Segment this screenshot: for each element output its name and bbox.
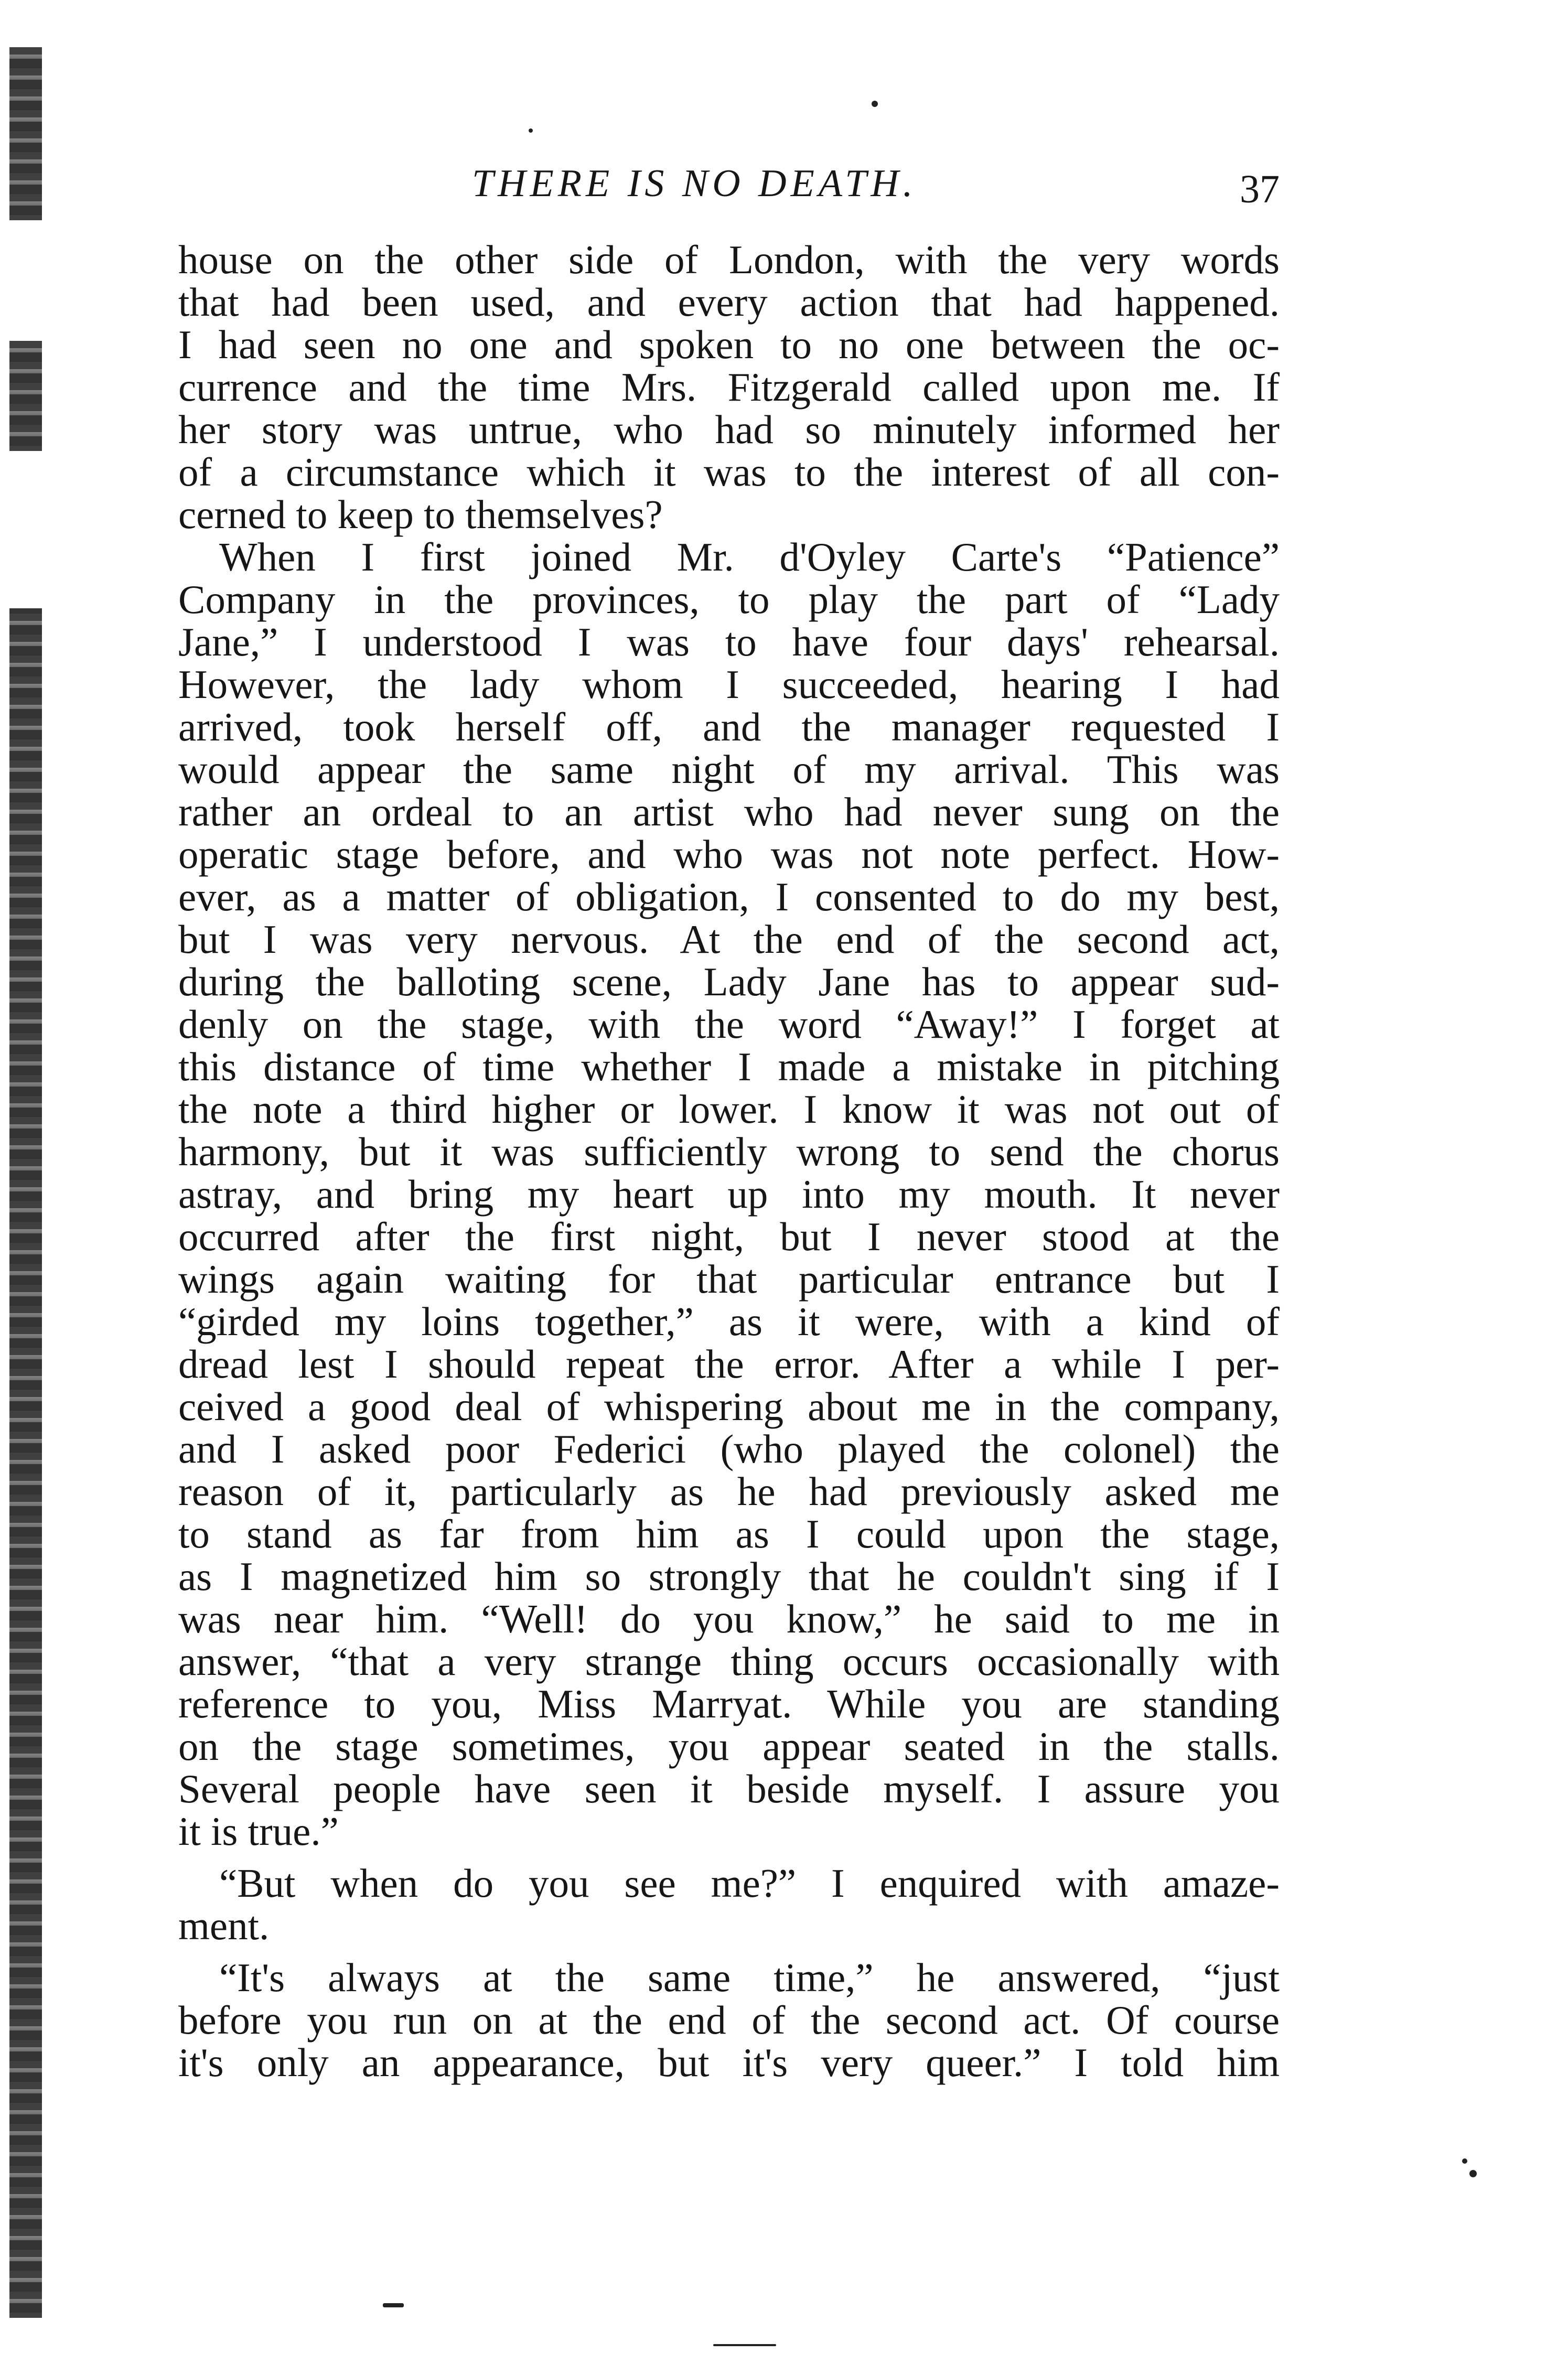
page-binding-edge bbox=[9, 47, 42, 2318]
text-line: wings again waiting for that particular entrance but I bbox=[178, 1256, 1280, 1302]
text-line: her story was untrue, who had so minutely informed her bbox=[178, 407, 1280, 452]
text-line: reference to you, Miss Marryat. While you are standing bbox=[178, 1681, 1280, 1726]
ink-speck bbox=[1469, 2170, 1477, 2177]
text-line: but I was very nervous. At the end of the second act, bbox=[178, 917, 1280, 962]
ink-speck bbox=[1462, 2158, 1467, 2164]
text-line: dread lest I should repeat the error. After a while I per- bbox=[178, 1341, 1280, 1387]
text-line: “It's always at the same time,” he answered, “just bbox=[219, 1955, 1280, 2000]
text-line: ever, as a matter of obligation, I consented to do my best, bbox=[178, 874, 1280, 919]
text-line: was near him. “Well! do you know,” he said to me in bbox=[178, 1596, 1280, 1641]
text-line: to stand as far from him as I could upon the stage, bbox=[178, 1511, 1280, 1556]
text-line: on the stage sometimes, you appear seated in the stalls. bbox=[178, 1724, 1280, 1769]
text-line: it's only an appearance, but it's very queer.” I told him bbox=[178, 2040, 1280, 2085]
text-line: that had been used, and every action that had happened. bbox=[178, 280, 1280, 325]
text-line: would appear the same night of my arrival. This was bbox=[178, 747, 1280, 792]
ink-speck bbox=[872, 101, 878, 107]
text-line: denly on the stage, with the word “Away!” I forget at bbox=[178, 1002, 1280, 1047]
text-line: it is true.” bbox=[178, 1809, 339, 1854]
text-line: Company in the provinces, to play the part of “Lady bbox=[178, 577, 1280, 622]
text-line: “But when do you see me?” I enquired with amaze- bbox=[219, 1861, 1280, 1906]
text-line: rather an ordeal to an artist who had never sung on the bbox=[178, 789, 1280, 834]
text-line: during the balloting scene, Lady Jane has to appear sud- bbox=[178, 959, 1280, 1004]
text-line: of a circumstance which it was to the interest of all con- bbox=[178, 449, 1280, 495]
text-line: When I first joined Mr. d'Oyley Carte's “Patience” bbox=[219, 534, 1280, 579]
text-line: occurred after the first night, but I never stood at the bbox=[178, 1214, 1280, 1259]
running-title: THERE IS NO DEATH. bbox=[472, 162, 917, 205]
text-line: Several people have seen it beside myself. I assure you bbox=[178, 1766, 1280, 1811]
text-line: However, the lady whom I succeeded, hearing I had bbox=[178, 662, 1280, 707]
text-line: ceived a good deal of whispering about me in the company, bbox=[178, 1384, 1280, 1429]
text-line: this distance of time whether I made a mistake in pitching bbox=[178, 1044, 1280, 1089]
text-line: the note a third higher or lower. I know it was not out of bbox=[178, 1087, 1280, 1132]
body-text bbox=[178, 239, 1280, 2084]
page-header bbox=[178, 157, 1280, 220]
text-line: Jane,” I understood I was to have four days' rehearsal. bbox=[178, 619, 1280, 664]
text-line: as I magnetized him so strongly that he couldn't sing if I bbox=[178, 1554, 1280, 1599]
ink-speck bbox=[713, 2344, 776, 2346]
page-number: 37 bbox=[1240, 167, 1280, 211]
text-line: “girded my loins together,” as it were, with a kind of bbox=[178, 1299, 1280, 1344]
text-line: I had seen no one and spoken to no one between the oc- bbox=[178, 322, 1280, 367]
binding-gap bbox=[5, 451, 52, 608]
text-line: ment. bbox=[178, 1903, 270, 1948]
text-line: reason of it, particularly as he had previously asked me bbox=[178, 1469, 1280, 1514]
text-line: arrived, took herself off, and the manager requested I bbox=[178, 704, 1280, 749]
text-line: house on the other side of London, with the very words bbox=[178, 237, 1280, 282]
text-line: cerned to keep to themselves? bbox=[178, 492, 663, 537]
text-line: harmony, but it was sufficiently wrong to send the chorus bbox=[178, 1129, 1280, 1174]
text-line: and I asked poor Federici (who played the colonel) the bbox=[178, 1426, 1280, 1471]
text-line: currence and the time Mrs. Fitzgerald called upon me. If bbox=[178, 364, 1280, 410]
text-line: before you run on at the end of the second act. Of course bbox=[178, 1997, 1280, 2043]
ink-speck bbox=[529, 128, 533, 133]
binding-gap bbox=[5, 220, 52, 341]
ink-speck bbox=[383, 2303, 404, 2307]
text-line: astray, and bring my heart up into my mouth. It never bbox=[178, 1172, 1280, 1217]
text-line: operatic stage before, and who was not note perfect. How- bbox=[178, 832, 1280, 877]
text-line: answer, “that a very strange thing occurs occasionally with bbox=[178, 1639, 1280, 1684]
